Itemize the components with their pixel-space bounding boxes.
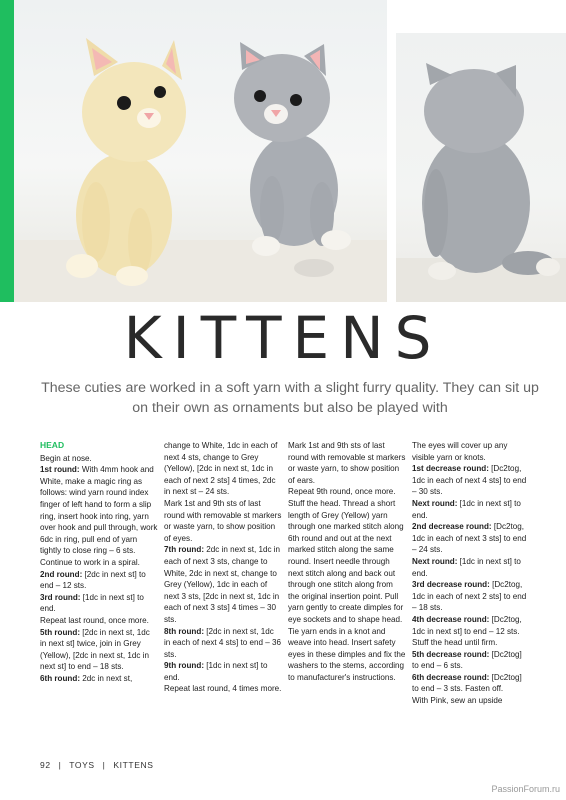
instruction-paragraph	[164, 660, 282, 683]
instruction-text: Repeat last round, 4 times more.	[164, 684, 282, 694]
instruction-text: Mark 1st and 9th sts of last round with removable st markers or waste yarn, to show position of ears.	[288, 441, 406, 485]
instruction-paragraph	[288, 498, 406, 684]
instruction-paragraph	[164, 440, 282, 498]
round-label: 1st decrease round:	[412, 464, 489, 474]
instruction-paragraph	[412, 672, 530, 695]
instruction-text: [Dc2tog, 1dc in each of next 4 sts] to end – 30 sts.	[412, 464, 527, 497]
instruction-text: [1dc in next st] to end.	[412, 556, 521, 578]
grey-kitten-back-image	[422, 63, 560, 280]
instruction-text: Stuff the head. Thread a short length of Grey (Yellow) yarn through one marked stitch along 6th round and out at the next marked stitch along the same round. Insert needle through next stitch along and back out through one stitch along from the original insertion point. Pull yarn gently to create dimples for eye sockets and to shape head. Tie yarn ends in a knot and weave into head. Insert safety eyes in these dimples and fix the washers to the stems, according to manufacturer's instructions.	[288, 498, 406, 682]
instruction-paragraph	[40, 464, 158, 557]
instruction-text: 2dc in next st,	[80, 673, 133, 683]
instruction-text: Mark 1st and 9th sts of last round with removable st markers or waste yarn, to show position of eyes.	[164, 498, 282, 543]
round-label: 3rd decrease round:	[412, 580, 490, 590]
footer-separator: |	[58, 760, 62, 770]
instruction-paragraph	[412, 440, 530, 463]
round-label: 6th decrease round:	[412, 672, 490, 682]
column-content	[288, 440, 406, 683]
instruction-paragraph	[288, 440, 406, 486]
instruction-text: With 4mm hook and White, make a magic ring as follows: wind yarn round index finger of left hand to form a slip ring, insert hook into ring, yarn over hook and pull through, work 6dc in ring, pull end of yarn tightly to close ring – 6 sts.	[40, 465, 158, 556]
instruction-paragraph	[40, 673, 158, 685]
instruction-text: Repeat 9th round, once more.	[288, 487, 396, 497]
instruction-paragraph	[412, 556, 530, 579]
instruction-text: [Dc2tog, 1dc in each of next 3 sts] to end – 24 sts.	[412, 522, 527, 555]
instruction-text: Continue to work in a spiral.	[40, 557, 140, 567]
instruction-paragraph	[164, 683, 282, 695]
instruction-text: 2dc in next st, 1dc in each of next 3 sts, change to White, 2dc in next st, change to Grey (Yellow), 1dc in each of next 3 sts, [2dc in next st, 1dc in each of next 3 sts] 4 times – 30 sts.	[164, 545, 281, 624]
column-content	[412, 440, 530, 707]
instruction-paragraph	[40, 627, 158, 673]
round-label: 2nd decrease round:	[412, 522, 492, 532]
instruction-paragraph	[164, 626, 282, 661]
instruction-text: [2dc in next st, 1dc in next st] twice, join in Grey (Yellow), [2dc in next st, 1dc in next st] to end – 18 sts.	[40, 627, 150, 672]
round-label: 5th round:	[40, 627, 81, 637]
instruction-paragraph	[40, 569, 158, 592]
instruction-text: Stuff the head until firm.	[412, 638, 498, 648]
page-footer	[40, 760, 158, 770]
instruction-paragraph	[412, 695, 530, 707]
instruction-text: Begin at nose.	[40, 453, 92, 463]
instruction-paragraph	[164, 544, 282, 625]
instructions-column-1	[40, 440, 158, 684]
round-label: 6th round:	[40, 673, 81, 683]
round-label: Next round:	[412, 556, 458, 566]
instruction-paragraph	[412, 649, 530, 672]
column-content	[40, 453, 158, 685]
footer-separator: |	[102, 760, 106, 770]
intro-text: These cuties are worked in a soft yarn with a slight furry quality. They can sit up on their own as ornaments but also be played with	[41, 380, 539, 416]
instruction-paragraph	[164, 498, 282, 544]
instruction-text: change to White, 1dc in each of next 4 sts, change to Grey (Yellow), [2dc in next st, 1dc in each of next 2 sts] 4 times, 2dc in next st – 24 sts.	[164, 441, 278, 497]
instruction-paragraph	[40, 592, 158, 615]
watermark: PassionForum.ru	[491, 784, 560, 794]
round-label: 2nd round:	[40, 569, 83, 579]
instruction-paragraph	[288, 486, 406, 498]
section-heading: HEAD	[40, 440, 65, 450]
instruction-text: [Dc2tog, 1dc in next st] to end – 12 sts.	[412, 614, 522, 636]
round-label: Next round:	[412, 498, 458, 508]
round-label: 5th decrease round:	[412, 649, 490, 659]
instruction-text: [2dc in next st, 1dc in each of next 4 sts] to end – 36 sts.	[164, 626, 281, 659]
instruction-text: [Dc2tog] to end – 6 sts.	[412, 649, 522, 671]
footer-section: TOYS	[69, 760, 95, 770]
round-label: 1st round:	[40, 465, 80, 475]
instruction-text: [Dc2tog] to end – 3 sts. Fasten off.	[412, 672, 522, 694]
page-number: 92	[40, 760, 51, 770]
instruction-paragraph	[412, 463, 530, 498]
instruction-text: [1dc in next st] to end.	[40, 592, 144, 614]
instruction-paragraph	[412, 498, 530, 521]
round-label: 9th round:	[164, 661, 205, 671]
round-label: 8th round:	[164, 626, 205, 636]
instruction-text: Repeat last round, once more.	[40, 615, 149, 625]
instruction-text: [Dc2tog, 1dc in each of next 2 sts] to end – 18 sts.	[412, 580, 527, 613]
kitten-back-photo	[396, 33, 566, 302]
instruction-paragraph	[40, 615, 158, 627]
instructions-column-4	[412, 440, 530, 707]
instruction-text: [2dc in next st] to end – 12 sts.	[40, 569, 146, 591]
round-label: 4th decrease round:	[412, 614, 490, 624]
instruction-paragraph	[412, 579, 530, 614]
accent-bar	[0, 0, 14, 302]
instruction-text: With Pink, sew an upside	[412, 696, 503, 706]
column-content	[164, 440, 282, 695]
instruction-paragraph	[412, 521, 530, 556]
instruction-paragraph	[412, 614, 530, 637]
round-label: 7th round:	[164, 545, 205, 555]
instructions-column-3	[288, 440, 406, 683]
instruction-paragraph	[40, 557, 158, 569]
instruction-text: [1dc in next st] to end.	[412, 498, 521, 520]
instruction-paragraph	[412, 637, 530, 649]
instruction-paragraph	[40, 453, 158, 465]
round-label: 3rd round:	[40, 592, 81, 602]
kittens-photo	[14, 0, 387, 302]
instruction-text: [1dc in next st] to end.	[164, 661, 268, 682]
page-title: KITTENS	[123, 304, 443, 372]
instructions-column-2	[164, 440, 282, 695]
footer-article: KITTENS	[113, 760, 154, 770]
instruction-text: The eyes will cover up any visible yarn or knots.	[412, 441, 508, 462]
